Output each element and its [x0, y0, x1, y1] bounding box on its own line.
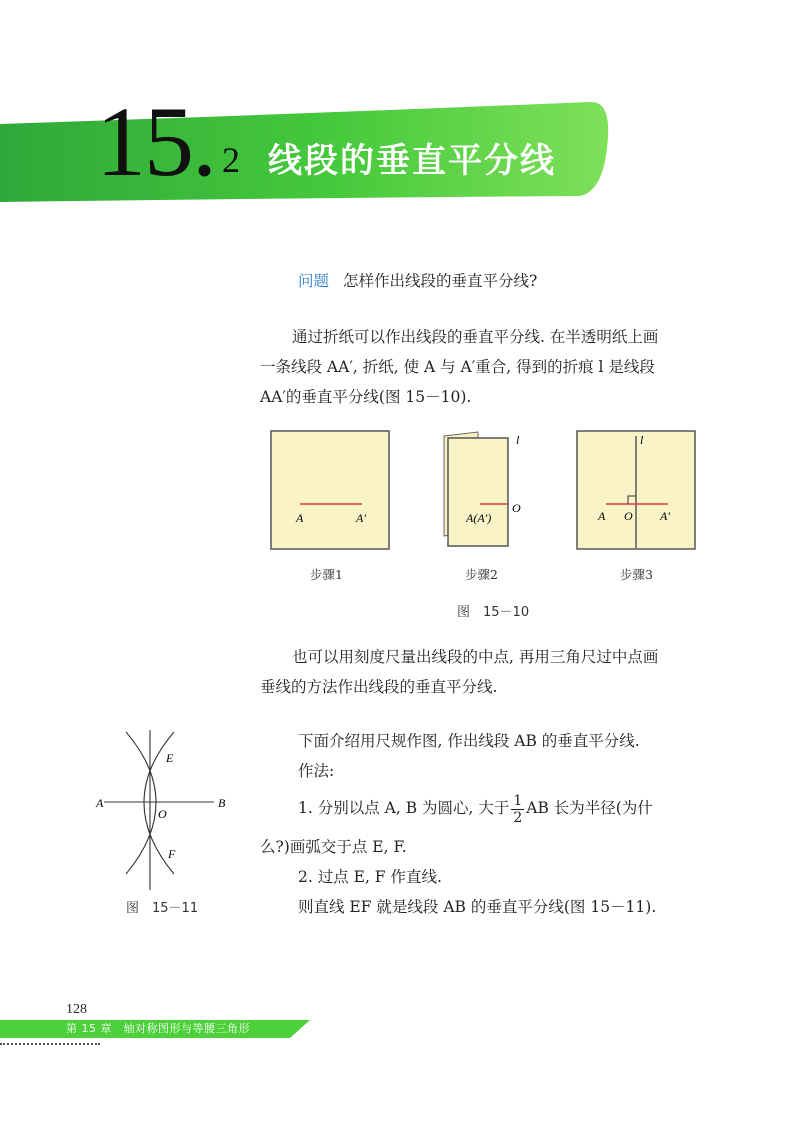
fraction-denominator: 2 — [513, 809, 523, 826]
label-F: F — [168, 847, 176, 861]
label-A-fold: A(A′) — [466, 511, 492, 525]
para2-line1: 也可以用刻度尺量出线段的中点, 再用三角尺过中点画 — [292, 648, 659, 666]
problem-text: 怎样作出线段的垂直平分线? — [343, 272, 538, 290]
section-number: 15. — [96, 86, 215, 197]
label-A-prime: A′ — [660, 509, 670, 523]
section-title: 线段的垂直平分线 — [268, 141, 556, 181]
construction-intro-text: 下面介绍用尺规作图, 作出线段 AB 的垂直平分线. — [298, 732, 640, 750]
label-O: O — [158, 807, 167, 821]
para1-line3: AA′的垂直平分线(图 15－10). — [260, 388, 472, 406]
step2-label: 步骤2 — [465, 567, 498, 582]
step1-text-b: AB 长为半径(为什 — [526, 799, 653, 817]
step1-text-a: 1. 分别以点 A, B 为圆心, 大于 — [298, 799, 510, 817]
label-O: O — [512, 501, 521, 515]
problem-label: 问题 — [298, 272, 330, 290]
construction-steps-rest — [260, 832, 720, 922]
construction-step1 — [298, 788, 718, 828]
construction-intro — [298, 726, 718, 786]
conclusion-text: 则直线 EF 就是线段 AB 的垂直平分线(图 15－11). — [298, 898, 657, 916]
fraction-one-half — [511, 793, 524, 826]
section-sub-number: 2 — [222, 140, 240, 180]
fraction-numerator: 1 — [513, 792, 523, 809]
step1-label: 步骤1 — [310, 567, 343, 582]
label-l: l — [640, 433, 644, 447]
paragraph-folding — [260, 322, 710, 412]
method-label: 作法: — [298, 762, 335, 780]
fig15-10-step3-panel — [576, 430, 696, 550]
label-l: l — [516, 433, 520, 447]
label-A-prime: A′ — [356, 511, 366, 525]
footer-dotted-rule — [0, 1043, 100, 1045]
step2-text: 2. 过点 E, F 作直线. — [298, 868, 442, 886]
fig15-10-step2-panel — [438, 430, 538, 550]
fig15-11-diagram — [90, 728, 240, 892]
step1-text-c: 么?)画弧交于点 E, F. — [260, 838, 407, 856]
label-B: B — [218, 796, 226, 810]
fig15-10-step1-panel — [270, 430, 390, 550]
step3-label: 步骤3 — [620, 567, 653, 582]
label-A: A — [296, 511, 304, 525]
label-O: O — [624, 509, 633, 523]
para1-line2: 一条线段 AA′, 折纸, 使 A 与 A′重合, 得到的折痕 l 是线段 — [260, 358, 655, 376]
fig15-10-caption: 图 15－10 — [457, 605, 530, 620]
paragraph-ruler — [260, 642, 710, 702]
footer-chapter: 第 15 章 轴对称图形与等腰三角形 — [66, 1022, 250, 1035]
page-number: 128 — [66, 1002, 87, 1017]
para2-line2: 垂线的方法作出线段的垂直平分线. — [260, 678, 498, 696]
label-A: A — [96, 796, 104, 810]
label-A: A — [598, 509, 606, 523]
label-E: E — [166, 751, 174, 765]
fig15-11-caption: 图 15－11 — [126, 901, 199, 916]
problem-line — [298, 266, 748, 296]
para1-line1: 通过折纸可以作出线段的垂直平分线. 在半透明纸上画 — [292, 328, 659, 346]
